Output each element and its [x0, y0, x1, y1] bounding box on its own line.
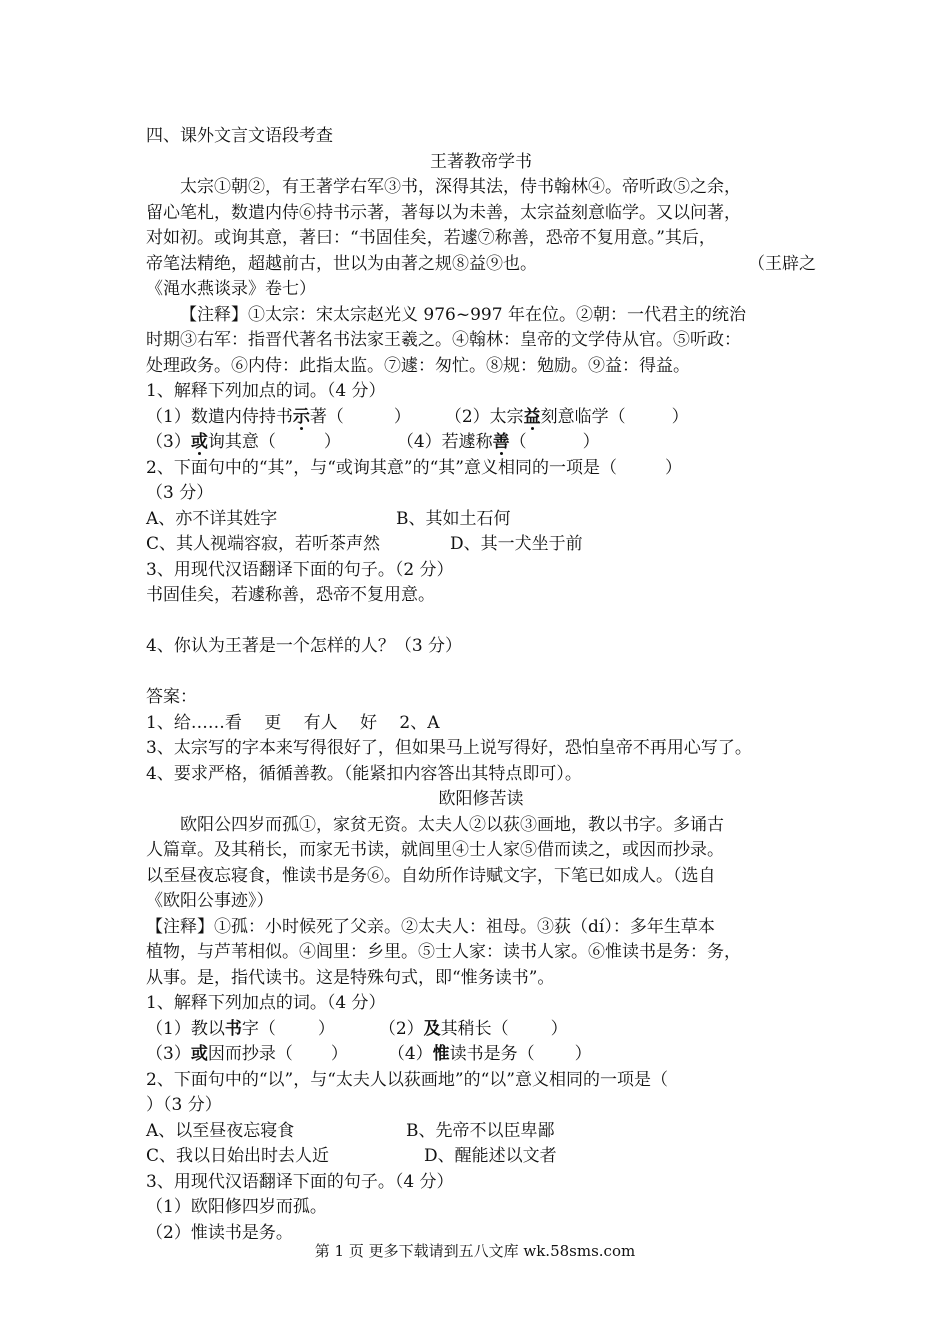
- dotted-word: 善: [492, 432, 510, 452]
- passage2-note: 从事。是，指代读书。这是特殊句式，即“惟务读书”。: [146, 967, 555, 988]
- passage2-q2-options-row1: [146, 1119, 816, 1145]
- answer-line: 1、给……看 更 有人 好 2、A: [146, 712, 440, 733]
- passage1-q2-options-row1: [146, 507, 816, 533]
- passage1-q1-row1: [146, 405, 816, 431]
- q1-item-text: （3）: [146, 1044, 191, 1064]
- passage1-line: 对如初。或询其意，著曰：“书固佳矣，若遽⑦称善，恐帝不复用意。”其后，: [146, 228, 716, 248]
- q1-item-text: （1）数遣内侍持书: [146, 406, 293, 427]
- q1-item-text: （1）教以: [146, 1018, 225, 1039]
- passage1-source-a: （王辟之: [748, 253, 816, 274]
- passage2-q1: 1、解释下列加点的词。（4 分）: [146, 993, 386, 1013]
- q1-item-text: 刻意临学（: [540, 406, 626, 427]
- q1-item-text: ）: [574, 1044, 592, 1064]
- bold-word: 惟: [432, 1044, 450, 1064]
- page-footer: 第 1 页 更多下载请到五八文库 wk.58sms.com: [314, 1242, 636, 1260]
- passage2-q1-row1: [146, 1017, 816, 1043]
- answer-line: 4、要求严格，循循善教。（能紧扣内容答出其特点即可）。: [146, 763, 582, 784]
- passage2-note: 植物，与芦苇相似。④闾里：乡里。⑤士人家：读书人家。⑥惟读书是务：务，: [146, 942, 741, 962]
- answer-label: 答案：: [146, 687, 197, 707]
- q1-item-text: 因而抄录（: [207, 1044, 293, 1064]
- q1-item-text: ）: [550, 1018, 568, 1039]
- q1-item-text: （4）: [387, 1044, 433, 1064]
- q1-item-text: （2）: [378, 1018, 424, 1039]
- passage2-q2-cont: ）（3 分）: [146, 1095, 222, 1115]
- q1-item-text: 著（: [309, 406, 344, 427]
- option-d: D、醒能述以文者: [424, 1146, 557, 1166]
- passage2-note: 【注释】①孤：小时候死了父亲。②太夫人：祖母。③荻（dí）：多年生草本: [146, 916, 715, 937]
- passage1-note: 【注释】①太宗：宋太宗赵光义 976~997 年在位。②朝：一代君主的统治: [180, 304, 746, 325]
- q1-item-text: ）: [323, 432, 341, 452]
- passage1-q2: [146, 456, 816, 482]
- q1-item-text: 其稍长（: [440, 1018, 509, 1039]
- document-page: [146, 124, 816, 1246]
- passage1-last-line: 帝笔法精绝，超越前古，世以为由著之规⑧益⑨也。: [146, 253, 537, 274]
- passage2-line: 欧阳公四岁而孤①，家贫无资。太夫人②以荻③画地，教以书字。多诵古: [180, 814, 724, 835]
- q1-item-text: （2）太宗: [444, 406, 524, 427]
- q1-item-text: 字（: [241, 1018, 276, 1039]
- passage1-note: 时期③右军：指晋代著名书法家王羲之。④翰林：皇帝的文学侍从官。⑤听政：: [146, 330, 741, 350]
- q1-item-text: 读书是务（: [449, 1044, 535, 1064]
- passage1-note: 处理政务。⑥内侍：此指太监。⑦遽：匆忙。⑧规：勉励。⑨益：得益。: [146, 355, 690, 376]
- passage2-q3-item: （2）惟读书是务。: [146, 1222, 293, 1243]
- option-a: A、以至昼夜忘寝食: [146, 1120, 295, 1141]
- q1-item-text: ）: [582, 432, 600, 452]
- passage1-q2-score: （3 分）: [146, 483, 214, 503]
- passage1-line: 留心笔札，数遣内侍⑥持书示著，著每以为未善，太宗益刻意临学。又以问著，: [146, 202, 741, 223]
- q1-item-text: ）: [671, 406, 689, 427]
- q1-item-text: ）: [393, 406, 411, 427]
- passage1-q3-sentence: 书固佳矣，若遽称善，恐帝不复用意。: [146, 585, 435, 605]
- option-d: D、其一犬坐于前: [450, 534, 583, 554]
- passage1-source-b: 《渑水燕谈录》卷七）: [146, 279, 316, 299]
- passage2-title: 欧阳修苦读: [438, 789, 524, 809]
- bold-word: 书: [224, 1018, 242, 1039]
- passage1-line: 太宗①朝②，有王著学右军③书，深得其法，侍书翰林④。帝听政⑤之余，: [180, 177, 741, 197]
- passage1-line: [146, 252, 816, 278]
- q2-text: ）: [664, 457, 682, 478]
- passage2-q2-options-row2: [146, 1144, 816, 1170]
- bold-word: 及: [423, 1018, 441, 1039]
- option-b: B、其如土石何: [396, 508, 511, 529]
- passage2-q3: 3、用现代汉语翻译下面的句子。（4 分）: [146, 1171, 454, 1192]
- option-a: A、亦不详其姓字: [146, 508, 278, 529]
- option-c: C、其人视端容寂，若听茶声然: [146, 534, 381, 554]
- q1-item-text: ）: [330, 1044, 348, 1064]
- passage1-q4: 4、你认为王著是一个怎样的人？（3 分）: [146, 636, 463, 656]
- passage1-title: 王著教帝学书: [430, 151, 532, 172]
- q1-item-text: （: [509, 432, 527, 452]
- passage1-q2-options-row2: [146, 532, 816, 558]
- dotted-word: 或: [190, 432, 208, 452]
- answer-line: 3、太宗写的字本来写得很好了，但如果马上说写得好，恐怕皇帝不再用心写了。: [146, 738, 752, 758]
- passage2-q1-row2: [146, 1042, 816, 1068]
- option-b: B、先帝不以臣卑鄙: [406, 1120, 555, 1141]
- passage2-line: 《欧阳公事迹》）: [146, 891, 274, 911]
- passage2-line: 以至昼夜忘寝食，惟读书是务⑥。自幼所作诗赋文字，下笔已如成人。（选自: [146, 865, 716, 886]
- q1-item-text: （4）若遽称: [396, 432, 493, 452]
- passage1-q1-row2: [146, 430, 816, 456]
- passage1-q1: 1、解释下列加点的词。（4 分）: [146, 381, 386, 401]
- q1-item-text: （3）: [146, 432, 191, 452]
- option-c: C、我以日始出时去人近: [146, 1146, 330, 1166]
- passage2-line: 人篇章。及其稍长，而家无书读，就闾里④士人家⑤借而读之，或因而抄录。: [146, 840, 724, 860]
- passage1-q3: 3、用现代汉语翻译下面的句子。（2 分）: [146, 559, 454, 580]
- passage2-q3-item: （1）欧阳修四岁而孤。: [146, 1197, 327, 1217]
- passage2-q2: 2、下面句中的“以”，与“太夫人以荻画地”的“以”意义相同的一项是（: [146, 1069, 668, 1090]
- q1-item-text: 询其意（: [207, 432, 276, 452]
- q1-item-text: ）: [317, 1018, 335, 1039]
- bold-word: 或: [190, 1044, 208, 1064]
- dotted-word: 示: [292, 406, 310, 427]
- dotted-word: 益: [523, 406, 541, 427]
- section-title: 四、课外文言文语段考查: [146, 126, 333, 146]
- q2-text: 2、下面句中的“其”，与“或询其意”的“其”意义相同的一项是（: [146, 457, 617, 478]
